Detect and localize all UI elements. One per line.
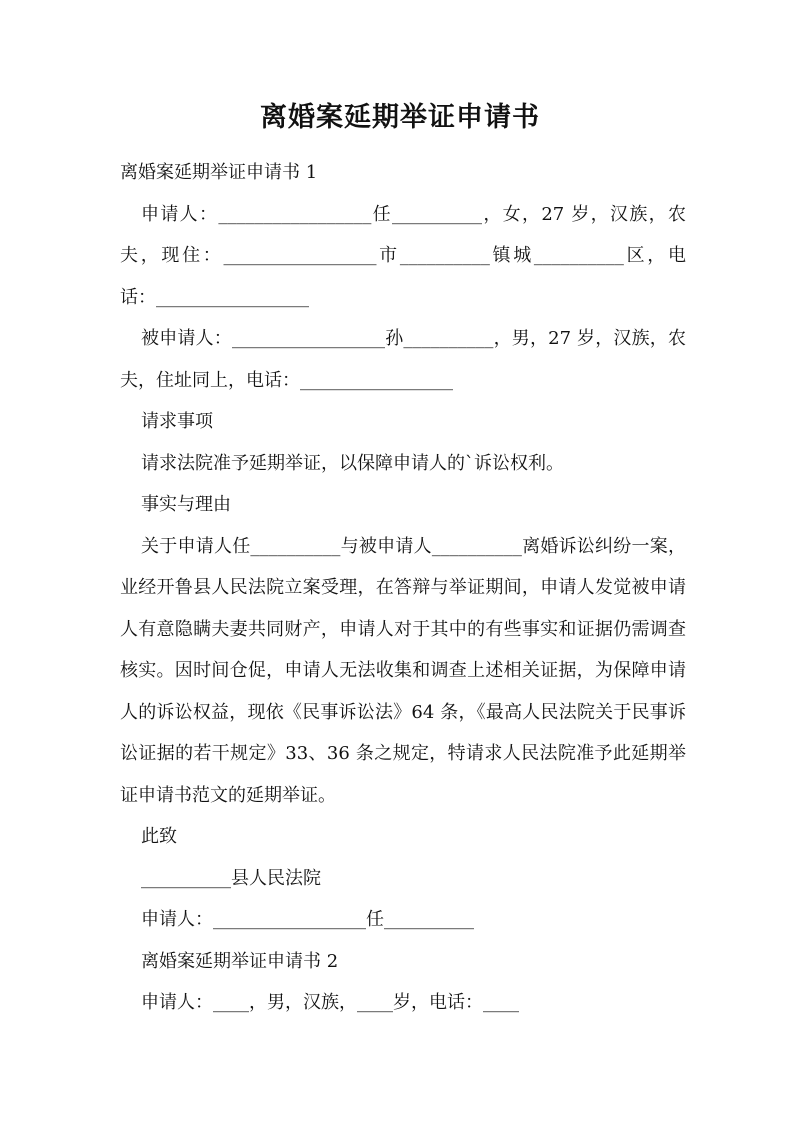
request-heading: 请求事项: [141, 411, 213, 432]
section-heading-2: 离婚案延期举证申请书 2: [141, 950, 339, 972]
document-body: [120, 152, 686, 1024]
request-content: 请求法院准予延期举证，以保障申请人的`诉讼权利。: [141, 452, 564, 474]
section-heading-1: 离婚案延期举证申请书 1: [120, 162, 318, 183]
applicant-info-2: 申请人：____，男，汉族，____岁，电话：____: [141, 992, 519, 1013]
signature-line: 申请人：_________________任__________: [141, 909, 474, 930]
salutation: 此致: [141, 826, 177, 847]
facts-content: 关于申请人任__________与被申请人__________离婚诉讼纠纷一案，业经开鲁县人民法院立案受理，在答辩与举证期间，申请人发觉被申请人有意隐瞒夫妻共同财产，申请人对于其中的有些事实和证据仍需调查核实。因时间仓促，申请人无法收集和调查上述相关证据，为保障申请人的诉讼权益，现依《民事诉讼法》64 条，《最高人民法院关于民事诉讼证据的若干规定》33、36 条之规定，特请求人民法院准予此延期举证申请书范文的延期举证。: [120, 535, 686, 806]
facts-heading: 事实与理由: [141, 494, 231, 515]
respondent-info: 被申请人：_________________孙__________，男，27 岁，汉族，农夫，住址同上，电话：_________________: [120, 328, 686, 391]
court-name: __________县人民法院: [141, 867, 321, 889]
applicant-info: 申请人：_________________任__________，女，27 岁，汉族，农夫，现住：_________________市__________镇城__________区，电话：_________________: [120, 203, 686, 308]
document-title: 离婚案延期举证申请书: [260, 102, 540, 133]
